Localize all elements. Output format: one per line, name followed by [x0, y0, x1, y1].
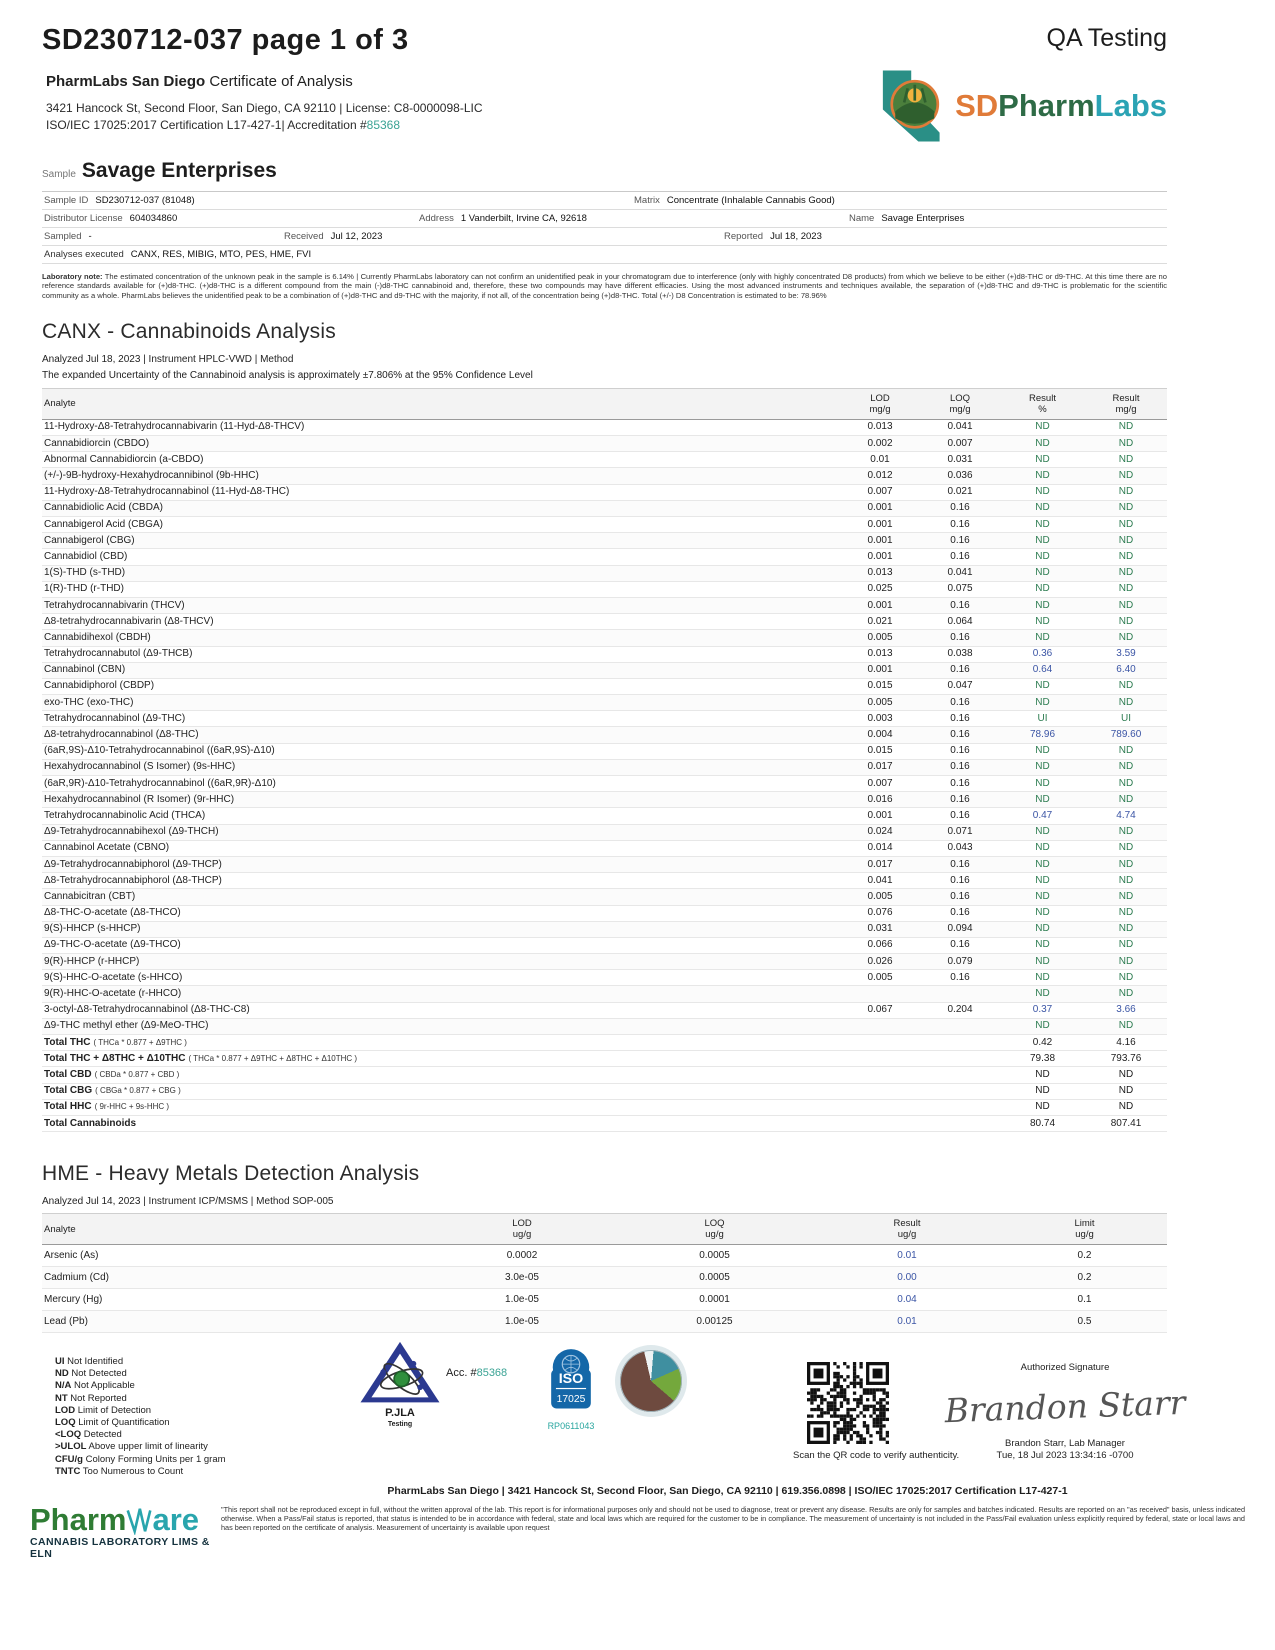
total-row: Total THC + Δ8THC + Δ10THC ( THCa * 0.877 + Δ9THC + Δ8THC + Δ10THC ) 79.38 793.76: [42, 1051, 1167, 1067]
table-row: Δ8-tetrahydrocannabinol (Δ8-THC) 0.004 0.16 78.96 789.60: [42, 727, 1167, 743]
table-row: exo-THC (exo-THC) 0.005 0.16 ND ND: [42, 695, 1167, 711]
table-row: 11-Hydroxy-Δ8-Tetrahydrocannabinol (11-Hyd-Δ8-THC) 0.007 0.021 ND ND: [42, 484, 1167, 500]
sample-name: Savage Enterprises: [81, 159, 277, 182]
page-title: SD230712-037 page 1 of 3: [42, 24, 409, 56]
total-row: Total HHC ( 9r-HHC + 9s-HHC ) ND ND: [42, 1099, 1167, 1115]
total-row: Total THC ( THCa * 0.877 + Δ9THC ) 0.42 4.16: [42, 1035, 1167, 1051]
table-row: Δ8-THC-O-acetate (Δ8-THCO) 0.076 0.16 ND ND: [42, 905, 1167, 921]
doc-type: Certificate of Analysis: [209, 73, 353, 90]
canx-table-head: [42, 388, 1167, 419]
table-row: Lead (Pb) 1.0e-05 0.00125 0.01 0.5: [42, 1311, 1167, 1333]
table-row: Tetrahydrocannabutol (Δ9-THCB) 0.013 0.038 0.36 3.59: [42, 646, 1167, 662]
lab-name: PharmLabs San Diego: [46, 73, 206, 90]
matrix-label: Matrix: [634, 195, 660, 206]
sdpharmlabs-logo: [877, 67, 1167, 145]
table-row: Abnormal Cannabidiorcin (a-CBDO) 0.01 0.031 ND ND: [42, 452, 1167, 468]
canx-meta: Analyzed Jul 18, 2023 | Instrument HPLC-VWD | Method: [42, 353, 294, 365]
table-row: Hexahydrocannabinol (R Isomer) (9r-HHC) 0.016 0.16 ND ND: [42, 792, 1167, 808]
reported-value: Jul 18, 2023: [770, 231, 822, 242]
hme-table-head: [42, 1214, 1167, 1245]
table-row: Cadmium (Cd) 3.0e-05 0.0005 0.00 0.2: [42, 1267, 1167, 1289]
qa-testing-label: QA Testing: [1046, 24, 1167, 52]
table-row: Cannabigerol Acid (CBGA) 0.001 0.16 ND ND: [42, 517, 1167, 533]
signer-name-title: Brandon Starr, Lab Manager: [1005, 1438, 1125, 1449]
footer-disclaimer: "This report shall not be reproduced except in full, without the written approval of the lab. This report is for informational purposes only and should not be used to diagnose, treat or prevent any disease. Results are only for samples and batches indicated. Results are reported on an "as received" basis, unless indicated otherwise. When a Pass/Fail status is reported, that status is intended to be in accordance with federal, state and local laws which are required for the customer to be in compliance. The measurement of uncertainty is not included in the Pass/Fail evaluation unless explicitly required by federal, state or local laws and has been reported on the certificate of analysis. Measurement of uncertainty is available upon request: [221, 1505, 1245, 1532]
column-header: Result ug/g: [812, 1214, 1002, 1245]
legend-item: CFU/g Colony Forming Units per 1 gram: [55, 1453, 226, 1465]
california-icon: [877, 67, 949, 145]
iso-badge-icon: [548, 1348, 594, 1412]
table-row: Tetrahydrocannabinolic Acid (THCA) 0.001 0.16 0.47 4.74: [42, 808, 1167, 824]
analyses-label: Analyses executed: [44, 249, 124, 260]
column-header: Analyte: [42, 1214, 427, 1245]
address-line: 3421 Hancock St, Second Floor, San Diego, CA 92110 | License: C8-0000098-LIC: [46, 101, 483, 115]
reported-label: Reported: [724, 231, 764, 242]
table-row: 9(R)-HHCP (r-HHCP) 0.026 0.079 ND ND: [42, 954, 1167, 970]
hme-meta: Analyzed Jul 14, 2023 | Instrument ICP/MSMS | Method SOP-005: [42, 1196, 334, 1208]
table-row: Mercury (Hg) 1.0e-05 0.0001 0.04 0.1: [42, 1289, 1167, 1311]
analyses-value: CANX, RES, MIBIG, MTO, PES, HME, FVI: [130, 249, 312, 260]
pjla-triangle-icon: [358, 1340, 442, 1406]
table-row: Cannabigerol (CBG) 0.001 0.16 ND ND: [42, 533, 1167, 549]
table-row: 9(S)-HHC-O-acetate (s-HHCO) 0.005 0.16 ND ND: [42, 970, 1167, 986]
table-row: Cannabinol Acetate (CBNO) 0.014 0.043 ND ND: [42, 840, 1167, 856]
legend-item: TNTC Too Numerous to Count: [55, 1465, 184, 1477]
legend-item: ND Not Detected: [55, 1368, 127, 1380]
table-row: Cannabidiol (CBD) 0.001 0.16 ND ND: [42, 549, 1167, 565]
sampled-value: -: [88, 231, 92, 242]
table-row: 1(R)-THD (r-THD) 0.025 0.075 ND ND: [42, 581, 1167, 597]
cert-line: ISO/IEC 17025:2017 Certification L17-427-1| Accreditation #85368: [46, 118, 401, 132]
iso-rp-number: RP0611043: [547, 1421, 595, 1431]
pharmware-logo: Pharm are CANNABIS LABORATORY LIMS & ELN: [30, 1505, 215, 1560]
table-row: 1(S)-THD (s-THD) 0.013 0.041 ND ND: [42, 565, 1167, 581]
footer: [0, 1290, 1275, 1650]
table-row: Hexahydrocannabinol (S Isomer) (9s-HHC) 0.017 0.16 ND ND: [42, 759, 1167, 775]
table-row: Δ8-Tetrahydrocannabiphorol (Δ8-THCP) 0.041 0.16 ND ND: [42, 873, 1167, 889]
hme-section-title: HME - Heavy Metals Detection Analysis: [42, 1162, 420, 1186]
pjla-label: P.JLA Testing: [385, 1407, 415, 1428]
matrix-value: Concentrate (Inhalable Cannabis Good): [666, 195, 835, 206]
table-row: Δ9-THC-O-acetate (Δ9-THCO) 0.066 0.16 ND ND: [42, 937, 1167, 953]
logo-text: SDPharmLabs: [955, 88, 1167, 123]
iso-17025-badge: [543, 1348, 599, 1431]
legend-item: LOQ Limit of Quantification: [55, 1417, 170, 1429]
canx-table-body: [42, 419, 1167, 1131]
table-row: 9(R)-HHC-O-acetate (r-HHCO) ND ND: [42, 986, 1167, 1002]
distributor-license-value: 604034860: [129, 213, 178, 224]
sample-label: Sample: [42, 169, 76, 180]
qr-code: [807, 1362, 889, 1444]
table-row: Tetrahydrocannabivarin (THCV) 0.001 0.16 ND ND: [42, 597, 1167, 613]
svg-text:ISO: ISO: [558, 1371, 584, 1388]
laboratory-note: Laboratory note: The estimated concentration of the unknown peak in the sample is 6.14% | Currently PharmLabs laboratory can not confirm an unidentified peak in your chromatogram due to interference (only with highly concentrated D8 products) from which we believe to be either (+)d8-THC or d9-THC. At this time there are no reference standards available for (+)d8-THC. (+)d8-THC is a different compound from the main (-)d8-THC cannabinoid and, therefore, these two compounds may have different efficacies. Using the most advanced instruments and techniques available, the separation of (+)d8-THC and d9-THC is problematic for the scientific community as a whole. PharmLabs believes the unidentified peak to be a combination of (+)d8-THC and d9-THC with the majority, if not all, of the concentration being (+)d8-THC. Total (+/-) D8 Concentration is estimated to be: 78.96%: [42, 272, 1167, 300]
total-row: Total Cannabinoids 80.74 807.41: [42, 1115, 1167, 1131]
column-header: LOQ mg/g: [920, 388, 1000, 419]
sample-info-table: [42, 191, 1167, 264]
column-header: Result mg/g: [1085, 388, 1167, 419]
distributor-license-label: Distributor License: [44, 213, 123, 224]
received-value: Jul 12, 2023: [330, 231, 383, 242]
authorized-signature-label: Authorized Signature: [1020, 1362, 1110, 1373]
column-header: Analyte: [42, 388, 840, 419]
name-label: Name: [849, 213, 875, 224]
legend-item: >ULOL Above upper limit of linearity: [55, 1441, 208, 1453]
signature-timestamp: Tue, 18 Jul 2023 13:34:16 -0700: [996, 1450, 1134, 1461]
legend-item: UI Not Identified: [55, 1356, 124, 1367]
qr-caption: Scan the QR code to verify authenticity.: [793, 1450, 960, 1461]
pjla-logo: [358, 1340, 508, 1430]
canx-section-title: CANX - Cannabinoids Analysis: [42, 319, 336, 343]
cannabinoids-table: [42, 388, 1167, 1132]
table-row: 3-octyl-Δ8-Tetrahydrocannabinol (Δ8-THC-C8) 0.067 0.204 0.37 3.66: [42, 1002, 1167, 1018]
table-row: Cannabidiphorol (CBDP) 0.015 0.047 ND ND: [42, 678, 1167, 694]
column-header: Result %: [1000, 388, 1085, 419]
accreditation-number: 85368: [366, 118, 401, 132]
table-row: Arsenic (As) 0.0002 0.0005 0.01 0.2: [42, 1245, 1167, 1267]
sample-id-label: Sample ID: [44, 195, 89, 206]
lab-heading: [46, 73, 483, 90]
table-row: (+/-)-9B-hydroxy-Hexahydrocannibinol (9b-HHC) 0.012 0.036 ND ND: [42, 468, 1167, 484]
table-row: (6aR,9S)-Δ10-Tetrahydrocannabinol ((6aR,9S)-Δ10) 0.015 0.16 ND ND: [42, 743, 1167, 759]
table-row: Cannabicitran (CBT) 0.005 0.16 ND ND: [42, 889, 1167, 905]
name-value: Savage Enterprises: [881, 213, 965, 224]
column-header: LOD ug/g: [427, 1214, 617, 1245]
sample-id-value: SD230712-037 (81048): [95, 195, 195, 206]
table-row: Δ8-tetrahydrocannabivarin (Δ8-THCV) 0.021 0.064 ND ND: [42, 614, 1167, 630]
table-row: 11-Hydroxy-Δ8-Tetrahydrocannabivarin (11-Hyd-Δ8-THCV) 0.013 0.041 ND ND: [42, 419, 1167, 435]
svg-text:17025: 17025: [556, 1394, 586, 1406]
pjla-accreditation: Acc. #85368: [446, 1367, 508, 1379]
address-label: Address: [419, 213, 454, 224]
table-row: 9(S)-HHCP (s-HHCP) 0.031 0.094 ND ND: [42, 921, 1167, 937]
table-row: (6aR,9R)-Δ10-Tetrahydrocannabinol ((6aR,9R)-Δ10) 0.007 0.16 ND ND: [42, 776, 1167, 792]
table-row: Tetrahydrocannabinol (Δ9-THC) 0.003 0.16 UI UI: [42, 711, 1167, 727]
canx-uncertainty: The expanded Uncertainty of the Cannabinoid analysis is approximately ±7.806% at the 95% Confidence Level: [42, 369, 533, 381]
table-row: Cannabidiorcin (CBDO) 0.002 0.007 ND ND: [42, 436, 1167, 452]
table-row: Cannabidiolic Acid (CBDA) 0.001 0.16 ND ND: [42, 500, 1167, 516]
legend-item: NT Not Reported: [55, 1392, 127, 1404]
table-row: Δ9-Tetrahydrocannabiphorol (Δ9-THCP) 0.017 0.16 ND ND: [42, 856, 1167, 872]
legend-item: LOD Limit of Detection: [55, 1404, 152, 1416]
table-row: Cannabinol (CBN) 0.001 0.16 0.64 6.40: [42, 662, 1167, 678]
address-value: 1 Vanderbilt, Irvine CA, 92618: [460, 213, 587, 224]
pharmware-tagline: CANNABIS LABORATORY LIMS & ELN: [30, 1536, 210, 1560]
column-header: LOD mg/g: [840, 388, 920, 419]
table-row: Cannabidihexol (CBDH) 0.005 0.16 ND ND: [42, 630, 1167, 646]
total-row: Total CBD ( CBDa * 0.877 + CBD ) ND ND: [42, 1067, 1167, 1083]
column-header: Limit ug/g: [1002, 1214, 1167, 1245]
legend-item: <LOQ Detected: [55, 1429, 122, 1441]
table-row: Δ9-THC methyl ether (Δ9-MeO-THC) ND ND: [42, 1018, 1167, 1034]
dea-badge: [620, 1350, 682, 1412]
legend-list: [55, 1356, 226, 1478]
signature-script: Brandon Starr: [944, 1382, 1186, 1431]
pulse-icon: [126, 1505, 152, 1535]
sampled-label: Sampled: [44, 231, 82, 242]
total-row: Total CBG ( CBGa * 0.877 + CBG ) ND ND: [42, 1083, 1167, 1099]
legend-item: N/A Not Applicable: [55, 1380, 135, 1392]
table-row: Δ9-Tetrahydrocannabihexol (Δ9-THCH) 0.024 0.071 ND ND: [42, 824, 1167, 840]
footer-contact-line: PharmLabs San Diego | 3421 Hancock St, Second Floor, San Diego, CA 92110 | 619.356.0898 | ISO/IEC 17025:2017 Certification L17-427-1: [387, 1485, 1068, 1497]
received-label: Received: [284, 231, 324, 242]
column-header: LOQ ug/g: [617, 1214, 812, 1245]
